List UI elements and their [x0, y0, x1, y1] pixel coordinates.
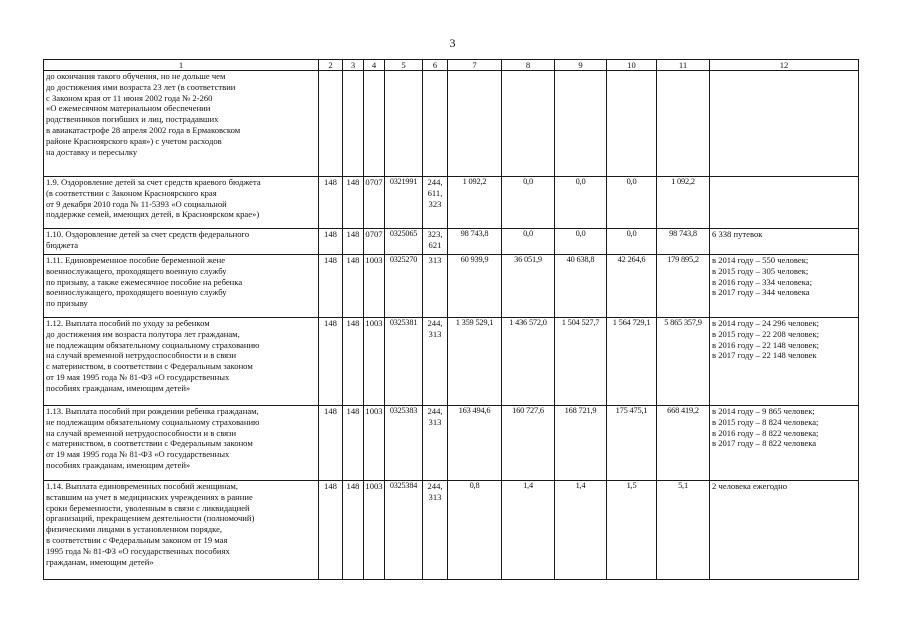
cell-amount-2016: 1 504 527,7: [555, 318, 607, 406]
cell-amount-2016: 40 638,8: [555, 255, 607, 318]
cell-section-code: 1003: [364, 481, 385, 580]
row-description: 1.9. Оздоровление детей за счет средств краевого бюджета (в соответствии с Законом Красноярского края от 9 декабря 2010 года № 11-5393 «О социальной поддержке семей, имеющих детей, в Красноярском крае»): [44, 177, 319, 229]
cell-amount-2017: 0,0: [607, 229, 657, 255]
budget-table: [43, 59, 859, 580]
table-row: [44, 71, 859, 177]
column-number-row: [44, 60, 859, 71]
cell-amount-2017: [607, 71, 657, 177]
cell-amount-2015: 1,4: [502, 481, 555, 580]
cell-target-code: 0321991: [385, 177, 423, 229]
cell-admin-code: 148: [343, 177, 364, 229]
cell-amount-2015: 0,0: [502, 229, 555, 255]
cell-amount-2016: 1,4: [555, 481, 607, 580]
cell-amount-2014: 1 359 529,1: [448, 318, 502, 406]
cell-amount-2017: 1,5: [607, 481, 657, 580]
cell-expected-result: в 2014 году – 9 865 человек; в 2015 году – 8 824 человека; в 2016 году – 8 822 человека; в 2017 году – 8 822 человека: [710, 406, 859, 481]
column-header: 7: [448, 60, 502, 71]
column-header: 5: [385, 60, 423, 71]
column-header: 3: [343, 60, 364, 71]
cell-expected-result: [710, 71, 859, 177]
cell-ministry-code: 148: [319, 318, 343, 406]
table-row: [44, 177, 859, 229]
cell-amount-2016: 168 721,9: [555, 406, 607, 481]
column-header: 8: [502, 60, 555, 71]
cell-amount-total: [657, 71, 710, 177]
cell-expense-type: 244, 313: [423, 406, 448, 481]
cell-expense-type: 244, 611, 323: [423, 177, 448, 229]
cell-amount-2015: 160 727,6: [502, 406, 555, 481]
cell-section-code: [364, 71, 385, 177]
cell-admin-code: 148: [343, 255, 364, 318]
row-description: до окончания такого обучения, но не дольше чем до достижения ими возраста 23 лет (в соответствии с Законом края от 11 июня 2002 года № 2-260 «О ежемесячном материальном обеспечении родственников погибших и лиц, пострадавших в авиакатастрофе 28 апреля 2002 года в Ермаковском районе Красноярского края») с учетом расходов на доставку и пересылку: [44, 71, 319, 177]
cell-target-code: 0325384: [385, 481, 423, 580]
row-description: 1.10. Оздоровление детей за счет средств федерального бюджета: [44, 229, 319, 255]
cell-expense-type: 244, 313: [423, 481, 448, 580]
cell-amount-total: 1 092,2: [657, 177, 710, 229]
cell-admin-code: 148: [343, 481, 364, 580]
cell-amount-2017: 175 475,1: [607, 406, 657, 481]
row-description: 1.14. Выплата единовременных пособий женщинам, вставшим на учет в медицинских учреждениях в ранние сроки беременности, уволенным в связи с ликвидацией организаций, прекращением деятельности (полномочий) физическими лицами в установленном порядке, в соответствии с Федеральным законом от 19 мая 1995 года № 81-ФЗ «О государственных пособиях гражданам, имеющим детей»: [44, 481, 319, 580]
cell-target-code: 0325270: [385, 255, 423, 318]
cell-section-code: 1003: [364, 406, 385, 481]
cell-amount-2016: [555, 71, 607, 177]
cell-expense-type: 244, 313: [423, 318, 448, 406]
cell-ministry-code: [319, 71, 343, 177]
cell-ministry-code: 148: [319, 177, 343, 229]
cell-ministry-code: 148: [319, 255, 343, 318]
cell-target-code: 0325065: [385, 229, 423, 255]
cell-admin-code: 148: [343, 318, 364, 406]
cell-expected-result: 6 338 путевок: [710, 229, 859, 255]
cell-amount-2014: 1 092,2: [448, 177, 502, 229]
column-header: 11: [657, 60, 710, 71]
cell-expense-type: [423, 71, 448, 177]
column-header: 12: [710, 60, 859, 71]
column-header: 4: [364, 60, 385, 71]
cell-amount-2014: 60 939,9: [448, 255, 502, 318]
column-header: 9: [555, 60, 607, 71]
cell-amount-2015: 1 436 572,0: [502, 318, 555, 406]
cell-ministry-code: 148: [319, 229, 343, 255]
cell-amount-2017: 0,0: [607, 177, 657, 229]
cell-ministry-code: 148: [319, 406, 343, 481]
cell-amount-2017: 42 264,6: [607, 255, 657, 318]
cell-expense-type: 323, 621: [423, 229, 448, 255]
cell-amount-total: 179 895,2: [657, 255, 710, 318]
cell-amount-2014: [448, 71, 502, 177]
table-row: [44, 255, 859, 318]
cell-section-code: 0707: [364, 229, 385, 255]
row-description: 1.12. Выплата пособий по уходу за ребенком до достижения им возраста полутора лет гражданам, не подлежащим обязательному социальному страхованию на случай временной нетрудоспособности и в связи с материнством, в соответствии с Федеральным законом от 19 мая 1995 года № 81-ФЗ «О государственных пособиях гражданам, имеющим детей»: [44, 318, 319, 406]
cell-section-code: 1003: [364, 318, 385, 406]
column-header: 2: [319, 60, 343, 71]
cell-amount-2016: 0,0: [555, 177, 607, 229]
cell-amount-2016: 0,0: [555, 229, 607, 255]
cell-target-code: 0325381: [385, 318, 423, 406]
cell-expected-result: в 2014 году – 24 296 человек; в 2015 году – 22 208 человек; в 2016 году – 22 148 человек; в 2017 году – 22 148 человек: [710, 318, 859, 406]
cell-admin-code: 148: [343, 229, 364, 255]
cell-amount-total: 5,1: [657, 481, 710, 580]
cell-amount-total: 5 865 357,9: [657, 318, 710, 406]
column-header: 1: [44, 60, 319, 71]
row-description: 1.11. Единовременное пособие беременной жене военнослужащего, проходящего военную службу по призыву, а также ежемесячное пособие на ребенка военнослужащего, проходящего военную службу по призыву: [44, 255, 319, 318]
cell-amount-2014: 163 494,6: [448, 406, 502, 481]
cell-admin-code: 148: [343, 406, 364, 481]
table-row: [44, 318, 859, 406]
cell-amount-total: 668 419,2: [657, 406, 710, 481]
cell-amount-2017: 1 564 729,1: [607, 318, 657, 406]
cell-ministry-code: 148: [319, 481, 343, 580]
cell-target-code: 0325383: [385, 406, 423, 481]
table-row: [44, 406, 859, 481]
cell-amount-2015: 0,0: [502, 177, 555, 229]
table-row: [44, 481, 859, 580]
cell-expected-result: в 2014 году – 550 человек; в 2015 году – 305 человек; в 2016 году – 334 человека; в 2017 году – 344 человека: [710, 255, 859, 318]
cell-target-code: [385, 71, 423, 177]
cell-amount-total: 98 743,8: [657, 229, 710, 255]
cell-amount-2015: 36 051,9: [502, 255, 555, 318]
page-number: 3: [449, 36, 456, 50]
column-header: 10: [607, 60, 657, 71]
cell-section-code: 1003: [364, 255, 385, 318]
cell-amount-2015: [502, 71, 555, 177]
column-header: 6: [423, 60, 448, 71]
cell-admin-code: [343, 71, 364, 177]
table-row: [44, 229, 859, 255]
row-description: 1.13. Выплата пособий при рождении ребенка гражданам, не подлежащим обязательному социальному страхованию на случай временной нетрудоспособности и в связи с материнством, в соответствии с Федеральным законом от 19 мая 1995 года № 81-ФЗ «О государственных пособиях гражданам, имеющим детей»: [44, 406, 319, 481]
cell-amount-2014: 0,8: [448, 481, 502, 580]
cell-section-code: 0707: [364, 177, 385, 229]
cell-expense-type: 313: [423, 255, 448, 318]
cell-expected-result: 2 человека ежегодно: [710, 481, 859, 580]
cell-amount-2014: 98 743,8: [448, 229, 502, 255]
cell-expected-result: [710, 177, 859, 229]
